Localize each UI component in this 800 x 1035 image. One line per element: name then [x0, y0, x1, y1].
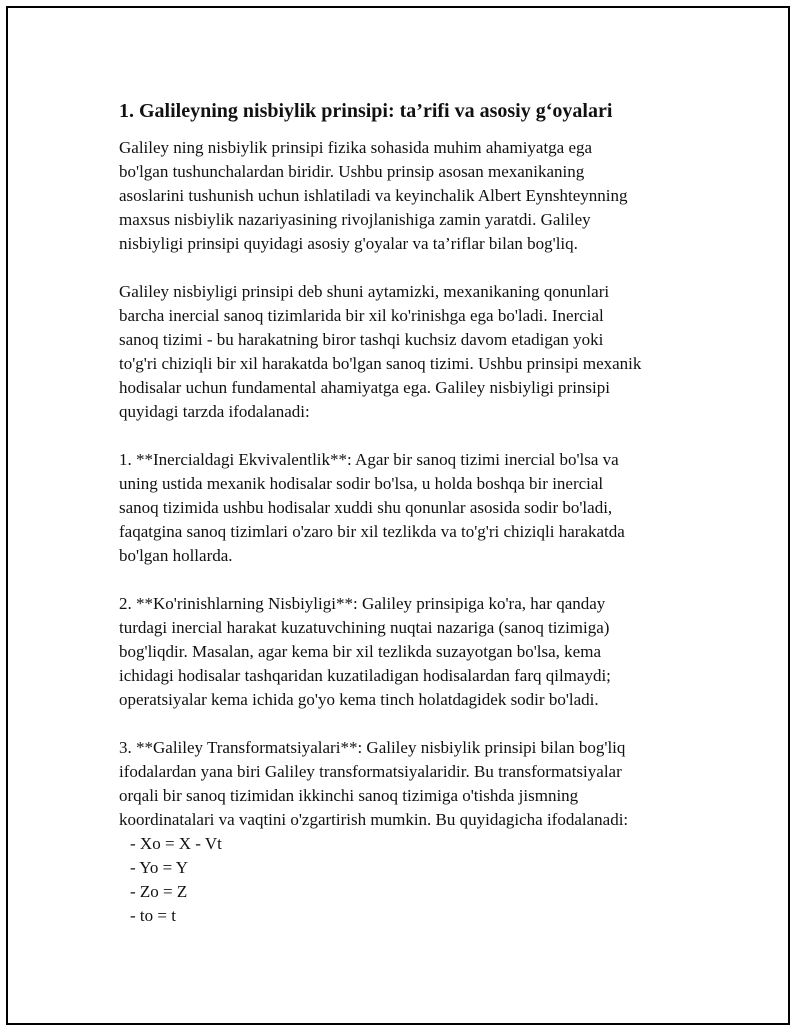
formula-x: - Xo = X - Vt: [130, 834, 222, 853]
formula-t: - to = t: [130, 906, 176, 925]
point-relativity-of-views: 2. **Ko'rinishlarning Nisbiyligi**: Galiley prinsipiga ko'ra, har qanday turdagi inercial harakat kuzatuvchining nuqtai nazariga (sanoq tizimiga) bog'liqdir. Masalan, agar kema bir xil tezlikda suzayotgan bo'lsa, kema ichidagi hodisalar tashqaridan kuzatiladigan hodisalardan farq qilmaydi; operatsiyalar kema ichida go'yo kema tinch holatdagidek sodir bo'ladi.: [119, 594, 611, 709]
section-title: 1. Galileyning nisbiylik prinsipi: ta’rifi va asosiy g‘oyalari: [119, 100, 613, 122]
document-content: [119, 96, 704, 928]
intro-paragraph: Galiley ning nisbiylik prinsipi fizika sohasida muhim ahamiyatga ega bo'lgan tushunchalardan biridir. Ushbu prinsip asosan mexanikaning asoslarini tushunish uchun ishlatiladi va keyinchalik Albert Eynshteynning maxsus nisbiylik nazariyasining rivojlanishiga zamin yaratdi. Galiley nisbiyligi prinsipi quyidagi asosiy g'oyalar va ta’riflar bilan bog'liq.: [119, 138, 628, 253]
definition-paragraph: Galiley nisbiyligi prinsipi deb shuni aytamizki, mexanikaning qonunlari barcha inercial sanoq tizimlarida bir xil ko'rinishga ega bo'ladi. Inercial sanoq tizimi - bu harakatning biror tashqi kuchsiz davom etadigan yoki to'g'ri chiziqli bir xil harakatda bo'lgan sanoq tizimi. Ushbu prinsipi mexanik hodisalar uchun fundamental ahamiyatga ega. Galiley nisbiyligi prinsipi quyidagi tarzda ifodalanadi:: [119, 282, 642, 421]
point-galilean-transformations: 3. **Galiley Transformatsiyalari**: Galiley nisbiylik prinsipi bilan bog'liq ifodalardan yana biri Galiley transformatsiyalaridir. Bu transformatsiyalar orqali bir sanoq tizimidan ikkinchi sanoq tizimiga o'tishda jismning koordinatalari va vaqtini o'zgartirish mumkin. Bu quyidagicha ifodalanadi:: [119, 738, 629, 829]
formula-z: - Zo = Z: [130, 882, 188, 901]
document-page: [6, 6, 790, 1025]
formula-y: - Yo = Y: [130, 858, 189, 877]
point-inertial-equivalence: 1. **Inercialdagi Ekvivalentlik**: Agar bir sanoq tizimi inercial bo'lsa va uning ustida mexanik hodisalar sodir bo'lsa, u holda boshqa bir inercial sanoq tizimida ushbu hodisalar xuddi shu qonunlar asosida sodir bo'ladi, faqatgina sanoq tizimlari o'zaro bir xil tezlikda va to'g'ri chiziqli harakatda bo'lgan hollarda.: [119, 450, 625, 565]
formula-list: [119, 832, 704, 928]
